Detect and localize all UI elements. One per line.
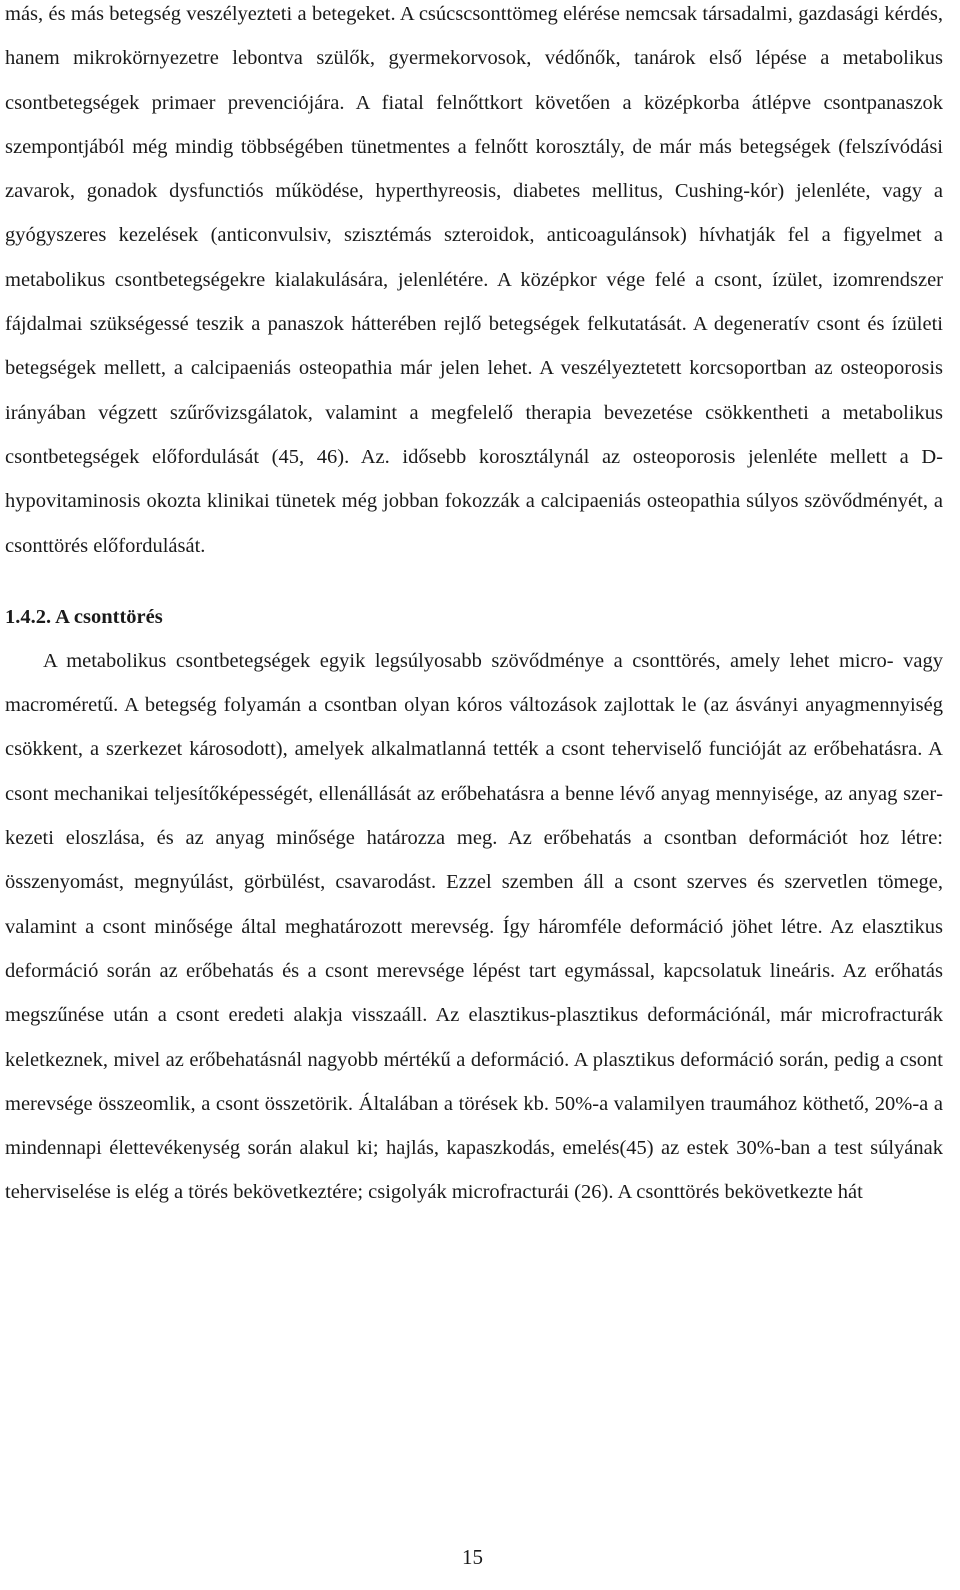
document-page [5, 0, 943, 1215]
paragraph-prevention: más, és más betegség veszélyezteti a betegeket. A csúcscsonttömeg elérése nemcsak társadalmi, gazdasági kérdés, hanem mikrokörnyezetre lebontva szülők, gyermekorvosok, védőnők, tanárok első lépése a metabolikus csontbetegségek primaer prevenciójára. A fiatal felnőttkort követően a középkorba átlépve csontpanaszok szempontjából még mindig többségében tünetmentes a felnőtt korosztály, de már más betegségek (felszívódási zavarok, gonadok dysfunctiós működése, hyperthyreosis, diabetes mellitus, Cushing-kór) jelenléte, vagy a gyógyszeres kezelések (anticonvulsiv, szisztémás szteroidok, anticoagulánsok) hívhatják fel a figyelmet a metabolikus csontbetegségekre kialakulására, jelenlétére. A középkor vége felé a csont, ízület, izomrendszer fájdalmai szükségessé teszik a panaszok hátterében rejlő betegségek felkutatását. A degeneratív csont és ízületi betegségek mellett, a calcipaeniás osteopathia már jelen lehet. A veszélyeztetett korcsoportban az osteoporosis irányában végzett szűrővizsgálatok, valamint a megfelelő therapia bevezetése csökkentheti a metabolikus csontbetegségek előfordulását (45, 46). Az. idősebb korosztálynál az osteoporosis jelenléte mellett a D-hypovitaminosis okozta klinikai tünetek még jobban fokozzák a calcipaeniás osteopathia súlyos szövődményét, a csonttörés előfordulását. [5, 3, 943, 557]
paragraph-bone-fracture: A metabolikus csontbetegségek egyik legsúlyosabb szövődménye a csonttörés, amely lehet micro- vagy macroméretű. A betegség folyamán a csontban olyan kóros változások zajlottak le (az ásványi anyagmennyiség csökkent, a szerkezet károsodott), amelyek alkalmatlanná tették a csont teherviselő funcióját az erőbehatásra. A csont mechanikai teljesítőképességét, ellenállását az erőbehatásra a benne lévő anyag mennyisége, az anyag szerkezeti eloszlása, és az anyag minősége határozza meg. Az erőbehatás a csontban deformációt hoz létre: összenyomást, megnyúlást, görbülést, csavarodást. Ezzel szemben áll a csont szerves és szervetlen tömege, valamint a csont minősége által meghatározott merevség. Így háromféle deformáció jöhet létre. Az elasztikus deformáció során az erőbehatás és a csont merevsége lépést tart egymással, kapcsolatuk lineáris. Az erőhatás megszűnése után a csont eredeti alakja visszaáll. Az elasztikus-plasztikus deformációnál, már microfracturák keletkeznek, mivel az erőbehatásnál nagyobb mértékű a deformáció. A plasztikus deformáció során, pedig a csont merevsége összeomlik, a csont összetörik. Általában a törések kb. 50%-a valamilyen traumához köthető, 20%-a a mindennapi élettevékenység során alakul ki; hajlás, kapaszkodás, emelés(45) az estek 30%-ban a test súlyának teherviselése is elég a törés bekövetkeztére; csigolyák microfracturái (26). A csonttörés bekövetkezte hát [5, 649, 943, 1204]
section-heading: 1.4.2. A csonttörés [5, 605, 163, 628]
page-number: 15 [462, 1545, 483, 1569]
